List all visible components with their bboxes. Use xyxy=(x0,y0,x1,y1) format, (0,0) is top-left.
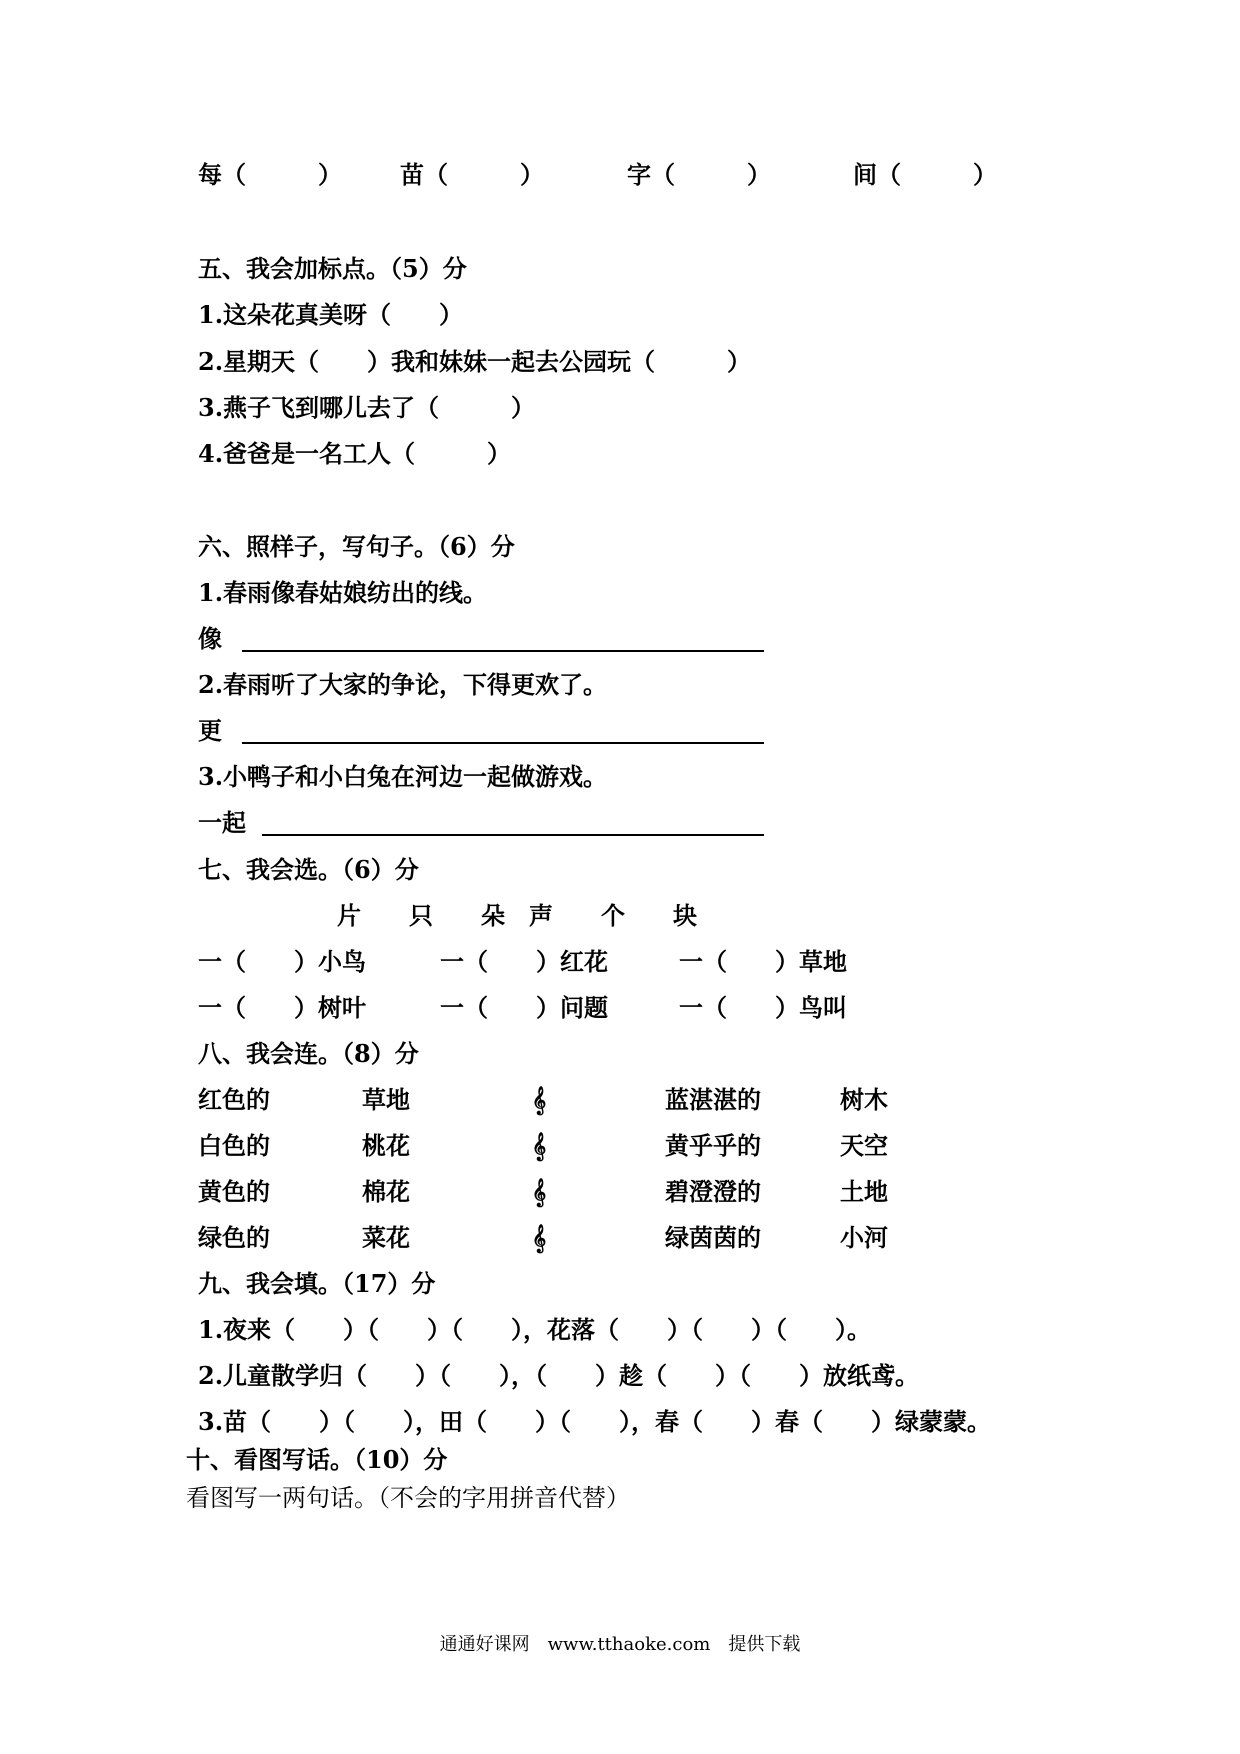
q8-mark-4: 𝄞 xyxy=(532,1223,547,1252)
q7-row1-item-2: 一（ ）红花 xyxy=(440,947,608,976)
q9-line-2: 2.儿童散学归（ ）（ ），（ ）趁（ ）（ ）放纸鸢。 xyxy=(198,1361,920,1390)
q6-word-3: 一起 xyxy=(198,808,246,837)
q8-col4-1: 树木 xyxy=(840,1085,888,1114)
q8-col2-3: 棉花 xyxy=(362,1177,410,1206)
q6-sentence-2: 2.春雨听了大家的争论，下得更欢了。 xyxy=(198,670,608,699)
q8-mark-1: 𝄞 xyxy=(532,1085,547,1114)
q8-col3-3: 碧澄澄的 xyxy=(665,1177,761,1206)
q6-word-1: 像 xyxy=(198,624,222,653)
q6-answer-line-3[interactable] xyxy=(262,834,764,836)
q7-word-bank: 片 只 朵 声 个 块 xyxy=(337,901,697,930)
q5-line-1: 1.这朵花真美呀（ ） xyxy=(198,300,464,329)
q4-item-4: 间（ ） xyxy=(853,160,997,189)
q8-col3-1: 蓝湛湛的 xyxy=(665,1085,761,1114)
q7-row2-item-1: 一（ ）树叶 xyxy=(198,993,366,1022)
q6-sentence-3: 3.小鸭子和小白兔在河边一起做游戏。 xyxy=(198,762,608,791)
q6-answer-line-2[interactable] xyxy=(242,742,764,744)
q7-row2-item-3: 一（ ）鸟叫 xyxy=(679,993,847,1022)
q9-heading: 九、我会填。（17）分 xyxy=(198,1269,436,1298)
q8-col1-2: 白色的 xyxy=(198,1131,270,1160)
q4-item-3: 字（ ） xyxy=(627,160,771,189)
q4-item-2: 苗（ ） xyxy=(400,160,544,189)
q8-col4-3: 土地 xyxy=(840,1177,888,1206)
q7-row1-item-1: 一（ ）小鸟 xyxy=(198,947,366,976)
q8-col1-4: 绿色的 xyxy=(198,1223,270,1252)
q8-col2-2: 桃花 xyxy=(362,1131,410,1160)
q8-col1-3: 黄色的 xyxy=(198,1177,270,1206)
q7-heading: 七、我会选。（6）分 xyxy=(198,855,419,884)
q6-heading: 六、照样子，写句子。（6）分 xyxy=(198,532,515,561)
q5-heading: 五、我会加标点。（5）分 xyxy=(198,254,467,283)
q9-line-3: 3.苗（ ）（ ），田（ ）（ ），春（ ）春（ ）绿蒙蒙。 xyxy=(198,1407,992,1436)
q8-col3-4: 绿茵茵的 xyxy=(665,1223,761,1252)
q8-col2-4: 菜花 xyxy=(362,1223,410,1252)
q8-col4-2: 天空 xyxy=(840,1131,888,1160)
q7-row1-item-3: 一（ ）草地 xyxy=(679,947,847,976)
q8-mark-3: 𝄞 xyxy=(532,1177,547,1206)
q8-col1-1: 红色的 xyxy=(198,1085,270,1114)
q8-col4-4: 小河 xyxy=(840,1223,888,1252)
q10-instruction: 看图写一两句话。（不会的字用拼音代替） xyxy=(186,1484,630,1512)
q5-line-3: 3.燕子飞到哪儿去了（ ） xyxy=(198,393,536,422)
q5-line-2: 2.星期天（ ）我和妹妹一起去公园玩（ ） xyxy=(198,347,752,376)
q5-line-4: 4.爸爸是一名工人（ ） xyxy=(198,439,512,468)
q8-col3-2: 黄乎乎的 xyxy=(665,1131,761,1160)
q9-line-1: 1.夜来（ ）（ ）（ ），花落（ ）（ ）（ ）。 xyxy=(198,1315,872,1344)
q6-sentence-1: 1.春雨像春姑娘纺出的线。 xyxy=(198,578,488,607)
q7-row2-item-2: 一（ ）问题 xyxy=(440,993,608,1022)
q4-item-1: 每（ ） xyxy=(198,160,342,189)
q10-heading: 十、看图写话。（10）分 xyxy=(186,1445,448,1474)
q8-mark-2: 𝄞 xyxy=(532,1131,547,1160)
q6-word-2: 更 xyxy=(198,716,222,745)
q8-col2-1: 草地 xyxy=(362,1085,410,1114)
page-footer: 通通好课网 www.tthaoke.com 提供下载 xyxy=(439,1634,801,1655)
q6-answer-line-1[interactable] xyxy=(242,650,764,652)
q8-heading: 八、我会连。（8）分 xyxy=(198,1039,419,1068)
